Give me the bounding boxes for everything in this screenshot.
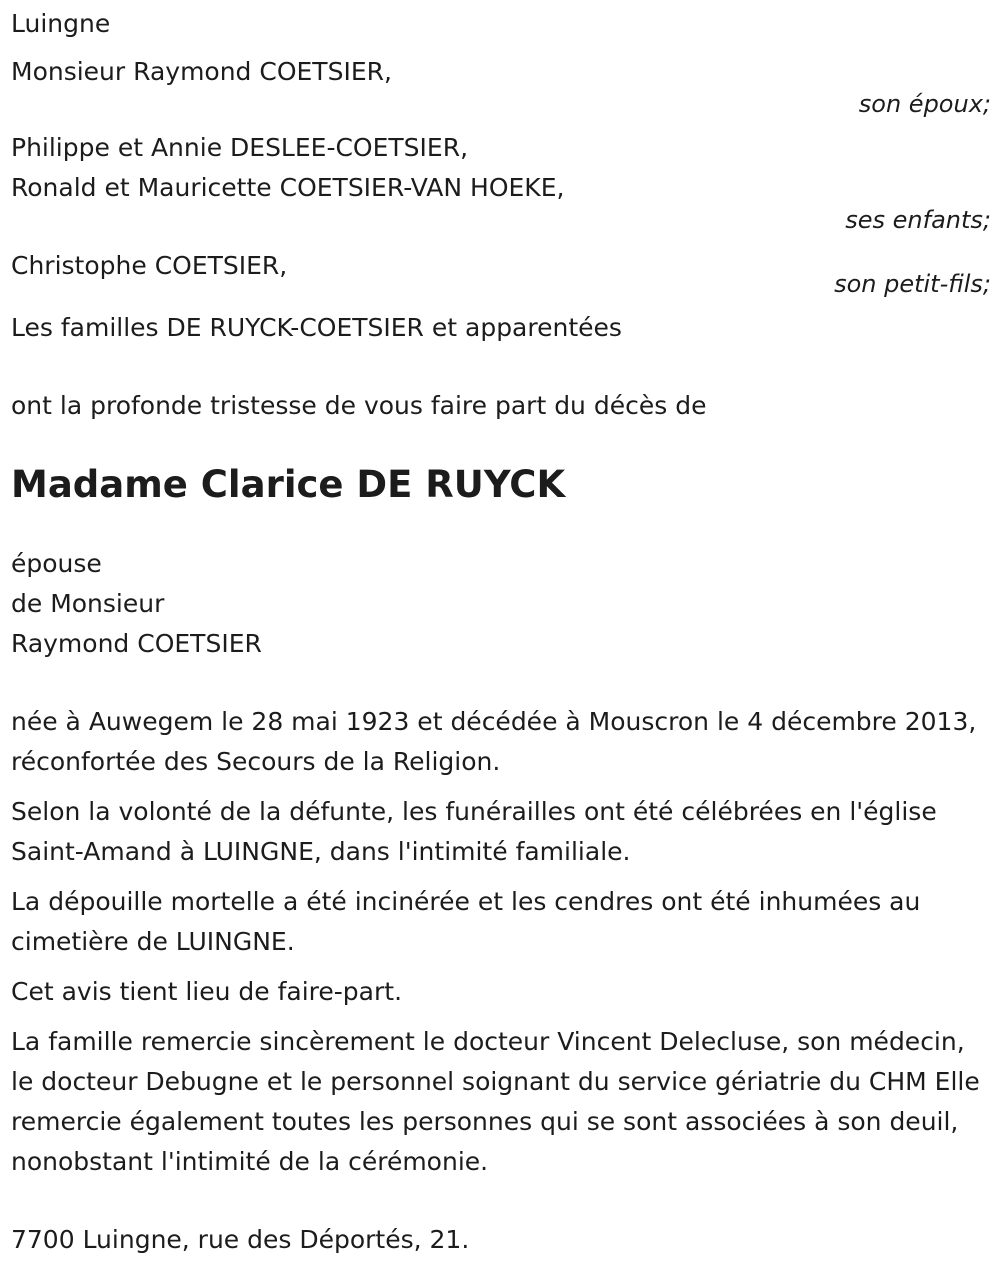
spouse-line: épouse <box>11 549 102 578</box>
grandson-name: Christophe COETSIER, <box>11 251 288 280</box>
notice-paragraph: Cet avis tient lieu de faire-part. <box>11 977 403 1006</box>
cremation-paragraph: La dépouille mortelle a été incinérée et les cendres ont été inhumées au cimetière de LUINGNE. <box>11 887 921 956</box>
children-role: ses enfants; <box>845 206 991 234</box>
relatives-line: Les familles DE RUYCK-COETSIER et apparentées <box>11 313 622 342</box>
spouse-line: de Monsieur <box>11 589 165 618</box>
deceased-name: Madame Clarice DE RUYCK <box>11 463 566 506</box>
birth-death-paragraph: née à Auwegem le 28 mai 1923 et décédée à Mouscron le 4 décembre 2013, réconfortée des Secours de la Religion. <box>11 707 977 776</box>
town-name: Luingne <box>11 9 111 38</box>
announcement-text: ont la profonde tristesse de vous faire part du décès de <box>11 391 707 420</box>
spouse-role: son époux; <box>858 90 991 118</box>
funeral-paragraph: Selon la volonté de la défunte, les funérailles ont été célébrées en l'église Saint-Amand à LUINGNE, dans l'intimité familiale. <box>11 797 937 866</box>
spouse-name: Monsieur Raymond COETSIER, <box>11 57 392 86</box>
grandson-role: son petit-fils; <box>834 270 991 298</box>
child-line: Ronald et Mauricette COETSIER-VAN HOEKE, <box>11 173 565 202</box>
child-line: Philippe et Annie DESLEE-COETSIER, <box>11 133 469 162</box>
spouse-line: Raymond COETSIER <box>11 629 262 658</box>
thanks-paragraph: La famille remercie sincèrement le docteur Vincent Delecluse, son médecin, le docteur Debugne et le personnel soignant du service gériatrie du CHM Elle remercie également toutes les personnes qui se sont associées à son deuil, nonobstant l'intimité de la cérémonie. <box>11 1027 980 1176</box>
obituary-notice <box>11 4 991 1260</box>
address: 7700 Luingne, rue des Déportés, 21. <box>11 1225 470 1254</box>
